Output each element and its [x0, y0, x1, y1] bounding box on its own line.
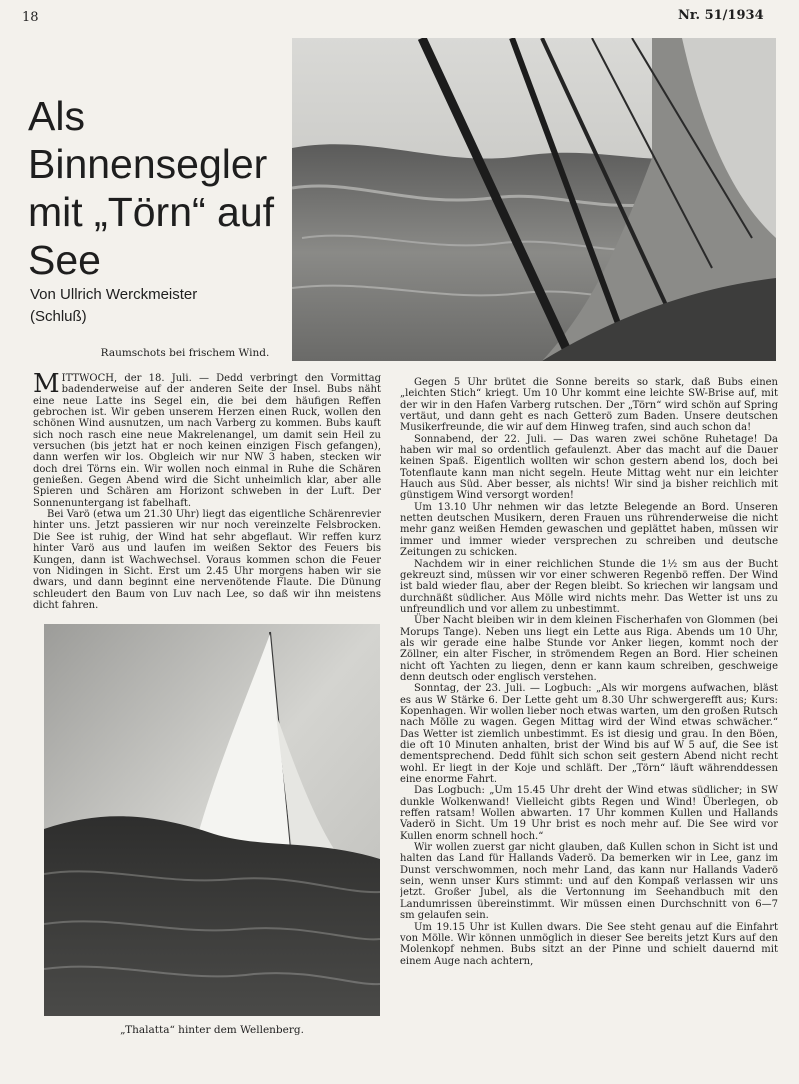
paragraph: Sonnabend, der 22. Juli. — Das waren zwei schöne Ruhetage! Da haben wir mal so ordentlich gefaulenzt. Aber das macht auf die Dauer keinen Spaß. Eigentlich wollten wir schon gestern abend los, doch bei Totenflaute kann man nicht segeln. Heute Mittag weht nur ein leichter Hauch aus Süd. Aber besser, als nichts! Wir sind ja bisher reichlich mit günstigem Wind versorgt worden!: [400, 433, 778, 502]
paragraph: Um 13.10 Uhr nehmen wir das letzte Belegende an Bord. Unseren netten deutschen Musikern, deren Frauen uns rührenderweise die nicht mehr ganz weißen Hemden gewaschen und geplättet haben, müssen wir immer und immer wieder versprechen zu schreiben und deutsche Zeitungen zu schicken.: [400, 501, 778, 559]
issue-label: Nr. 51/1934: [678, 8, 764, 23]
sailing-photo-bottom: [44, 624, 380, 1016]
paragraph: Sonntag, der 23. Juli. — Logbuch: „Als wir morgens aufwachen, bläst es aus W Stärke 6. Der Lette geht um 8.30 Uhr schwergerefft aus; Kurs: Kopenhagen. Wir wollen lieber noch etwas warten, um den großen Rutsch nach Mölle zu wagen. Gegen Mittag wird der Wind etwas schwächer.“ Das Wetter ist ziemlich unbestimmt. Es ist diesig und grau. In den Böen, die oft 10 Minuten anhalten, brist der Wind bis auf W 5 auf, die See ist dementsprechend. Dedd fühlt sich schon seit gestern Abend nicht recht wohl. Er liegt in der Koje und schläft. Der „Törn“ läuft währenddessen eine enorme Fahrt.: [400, 683, 778, 786]
article-column-right: [400, 377, 778, 1077]
paragraph: Um 19.15 Uhr ist Kullen dwars. Die See steht genau auf die Einfahrt von Mölle. Wir können unmöglich in dieser See bereits jetzt Kurs auf den Molenkopf nehmen. Bubs sitzt an der Pinne und schielt dauernd mit einem Auge nach achtern,: [400, 921, 778, 967]
author-line: Von Ullrich Werckmeister: [30, 286, 198, 303]
paragraph: Nachdem wir in einer reichlichen Stunde die 1½ sm aus der Bucht gekreuzt sind, müssen wir vor einer schweren Regenbö reffen. Der Wind ist bald wieder flau, aber der Regen bleibt. So kriechen wir langsam und durchnäßt südlicher. Aus Mölle wird nichts mehr. Das Wetter ist uns zu unfreundlich und vor allem zu unbestimmt.: [400, 558, 778, 615]
sailing-photo-top: [292, 38, 776, 361]
paragraph: Gegen 5 Uhr brütet die Sonne bereits so stark, daß Bubs einen „leichten Stich“ kriegt. Um 10 Uhr kommt eine leichte SW-Brise auf, mit der wir in den Hafen Varberg rutschen. Der „Törn“ wird schön auf Spring vertäut, und dann geht es nach Getterö zum Baden. Unsere deutschen Musikerfreunde, die wir auf dem Hinweg trafen, sind auch schon da!: [400, 377, 778, 434]
byline: [30, 284, 292, 328]
article-column-left: [33, 373, 381, 613]
paragraph: Bei Varö (etwa um 21.30 Uhr) liegt das eigentliche Schärenrevier hinter uns. Jetzt passieren wir nur noch vereinzelte Felsbrocken. Die See ist ruhig, der Wind hat sehr abgeflaut. Wir reffen kurz hinter Varö aus und laufen im weißen Sektor des Feuers bis Kungen, dann ist Wachwechsel. Voraus kommen schon die Feuer von Nidingen in Sicht. Erst um 2.45 Uhr morgens haben wir sie dwars, und dann beginnt eine nervenötende Flaute. Die Dünung schleudert den Baum von Luv nach Lee, so daß wir ihn meistens dicht fahren.: [33, 509, 381, 611]
paragraph: Wir wollen zuerst gar nicht glauben, daß Kullen schon in Sicht ist und halten das Land für Hallands Vaderö. Da bemerken wir in Lee, ganz im Dunst verschwommen, noch mehr Land, das kann nur Hallands Vaderö sein, wenn unser Kurs stimmt: und auf den Kompaß verlassen wir uns jetzt. Großer Jubel, als die Vertonnung im Seehandbuch mit den Landumrissen übereinstimmt. Wir müssen einen Durchschnitt von 6—7 sm gelaufen sein.: [400, 842, 778, 922]
continuation-note: (Schluß): [30, 308, 87, 325]
photo-caption-top: Raumschots bei frischem Wind.: [100, 347, 270, 359]
photo-caption-bottom: „Thalatta“ hinter dem Wellenberg.: [120, 1024, 304, 1036]
paragraph: Das Logbuch: „Um 15.45 Uhr dreht der Wind etwas südlicher; in SW dunkle Wolkenwand! Vielleicht gibts Regen und Wind! Überlegen, ob reffen ratsam! Wollen abwarten. 17 Uhr kommen Kullen und Hallands Vaderö in Sicht. Um 19 Uhr brist es noch mehr auf. Die See wird vor Kullen enorm schnell hoch.“: [400, 785, 778, 842]
page-number: 18: [22, 10, 39, 25]
paragraph: Über Nacht bleiben wir in dem kleinen Fischerhafen von Glommen (bei Morups Tange). Neben uns liegt ein Lette aus Riga. Abends um 10 Uhr, als wir gerade eine halbe Stunde vor Anker liegen, kommt noch der Zöllner, ein alter Fischer, in strömendem Regen an Bord. Hier scheinen nicht oft Yachten zu liegen, denn er kann kaum schreiben, geschweige denn deutsch oder englisch verstehen.: [400, 615, 778, 683]
paragraph: ITTWOCH, der 18. Juli. — Dedd verbringt den Vormittag badenderweise auf der anderen Seite der Insel. Bubs näht eine neue Latte ins Segel ein, die bei dem häufigen Reffen gebrochen ist. Wir geben unserem Herzen einen Ruck, wollen den schönen Wind ausnutzen, um nach Varberg zu kommen. Bubs kauft sich noch rasch eine neue Makrelenangel, um damit sein Heil zu versuchen (bis jetzt hat er noch keinen einzigen Fisch gefangen), dann werfen wir los. Obgleich wir nur NW 3 haben, stecken wir doch drei Törns ein. Wir wollen noch einmal in Ruhe die Schären genießen. Gegen Abend wird die Sicht unheimlich klar, aber alle Spieren und Schären am Horizont schweben in der Luft. Der Sonnenuntergang ist fabelhaft.: [33, 373, 381, 509]
article-title: Als Binnensegler mit „Törn“ auf See: [28, 93, 275, 283]
drop-cap: M: [33, 373, 60, 399]
